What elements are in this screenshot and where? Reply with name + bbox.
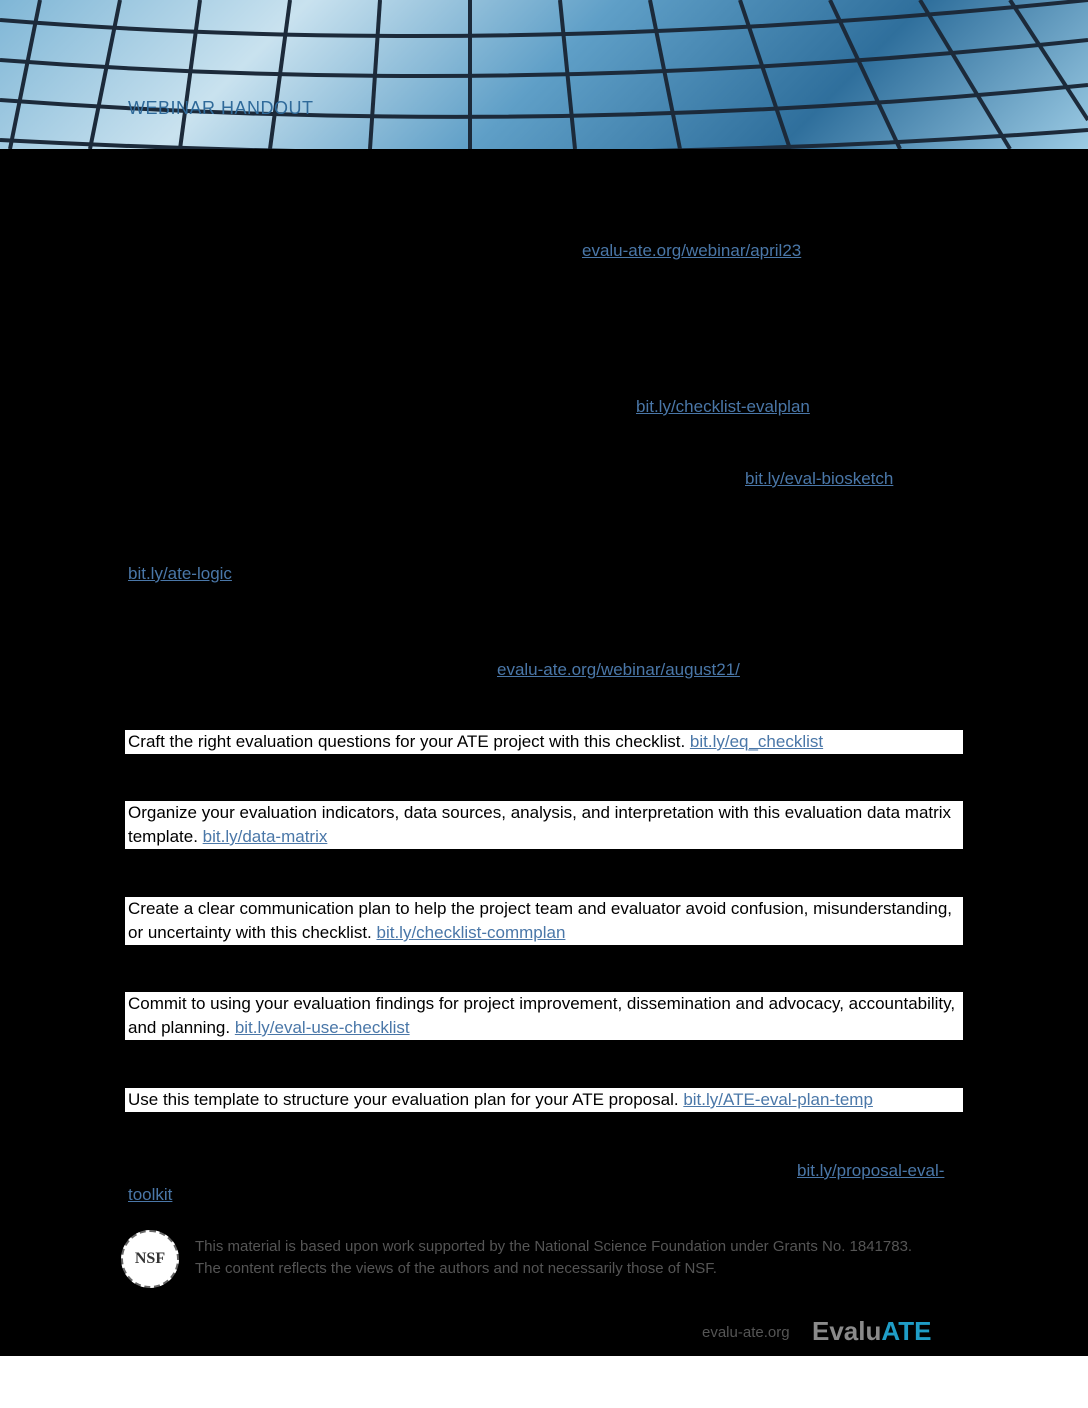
eval-use-checklist-link[interactable]: bit.ly/eval-use-checklist <box>234 1018 410 1037</box>
resource-text: Organize your evaluation indicators, data sources, analysis, and interpretation with this evaluation data matrix template. <box>128 803 952 846</box>
ate-logic-link[interactable]: bit.ly/ate-logic <box>128 564 232 583</box>
glass-dome-image <box>0 0 1088 149</box>
resource-text: Craft the right evaluation questions for your ATE project with this checklist. <box>128 732 690 751</box>
header-banner <box>0 0 1088 149</box>
banner-title: WEBINAR HANDOUT <box>128 98 314 118</box>
logo-part2: ATE <box>881 1316 932 1346</box>
webinar-august-link[interactable]: evalu-ate.org/webinar/august21/ <box>497 660 740 679</box>
logo-part1: Evalu <box>812 1316 882 1346</box>
checklist-evalplan-link[interactable]: bit.ly/checklist-evalplan <box>636 397 810 416</box>
ate-eval-plan-temp-link[interactable]: bit.ly/ATE-eval-plan-temp <box>683 1090 873 1109</box>
data-matrix-link[interactable]: bit.ly/data-matrix <box>202 827 328 846</box>
evaluate-logo <box>812 1316 931 1347</box>
checklist-commplan-link[interactable]: bit.ly/checklist-commplan <box>376 923 566 942</box>
webinar-april-link[interactable]: evalu-ate.org/webinar/april23 <box>582 241 802 260</box>
site-url: evalu-ate.org <box>702 1324 790 1341</box>
proposal-eval-toolkit-link-part1[interactable]: bit.ly/proposal-eval- <box>797 1161 945 1180</box>
eq-checklist-link[interactable]: bit.ly/eq_checklist <box>689 732 824 751</box>
resource-text: Commit to using your evaluation findings for project improvement, dissemination and advocacy, accountability, and planning. <box>128 994 956 1037</box>
resource-box-commplan <box>125 897 963 945</box>
resource-text: Use this template to structure your evaluation plan for your ATE proposal. <box>128 1090 684 1109</box>
funding-disclaimer: This material is based upon work supported by the National Science Foundation under Grants No. 1841783. The content reflects the views of the authors and not necessarily those of NSF. <box>195 1238 913 1277</box>
resource-box-matrix <box>125 801 963 849</box>
resource-box-eval-use <box>125 992 963 1040</box>
eval-biosketch-link[interactable]: bit.ly/eval-biosketch <box>745 469 894 488</box>
nsf-seal-text: NSF <box>134 1250 166 1267</box>
proposal-eval-toolkit-link-part2[interactable]: toolkit <box>128 1185 173 1204</box>
page-bottom-margin <box>0 1356 1088 1408</box>
nsf-logo-icon <box>121 1230 179 1288</box>
resource-text: Create a clear communication plan to help the project team and evaluator avoid confusion, misunderstanding, or uncertainty with this checklist. <box>128 899 953 942</box>
resource-box-eq <box>125 730 963 754</box>
resource-box-template <box>125 1088 963 1112</box>
